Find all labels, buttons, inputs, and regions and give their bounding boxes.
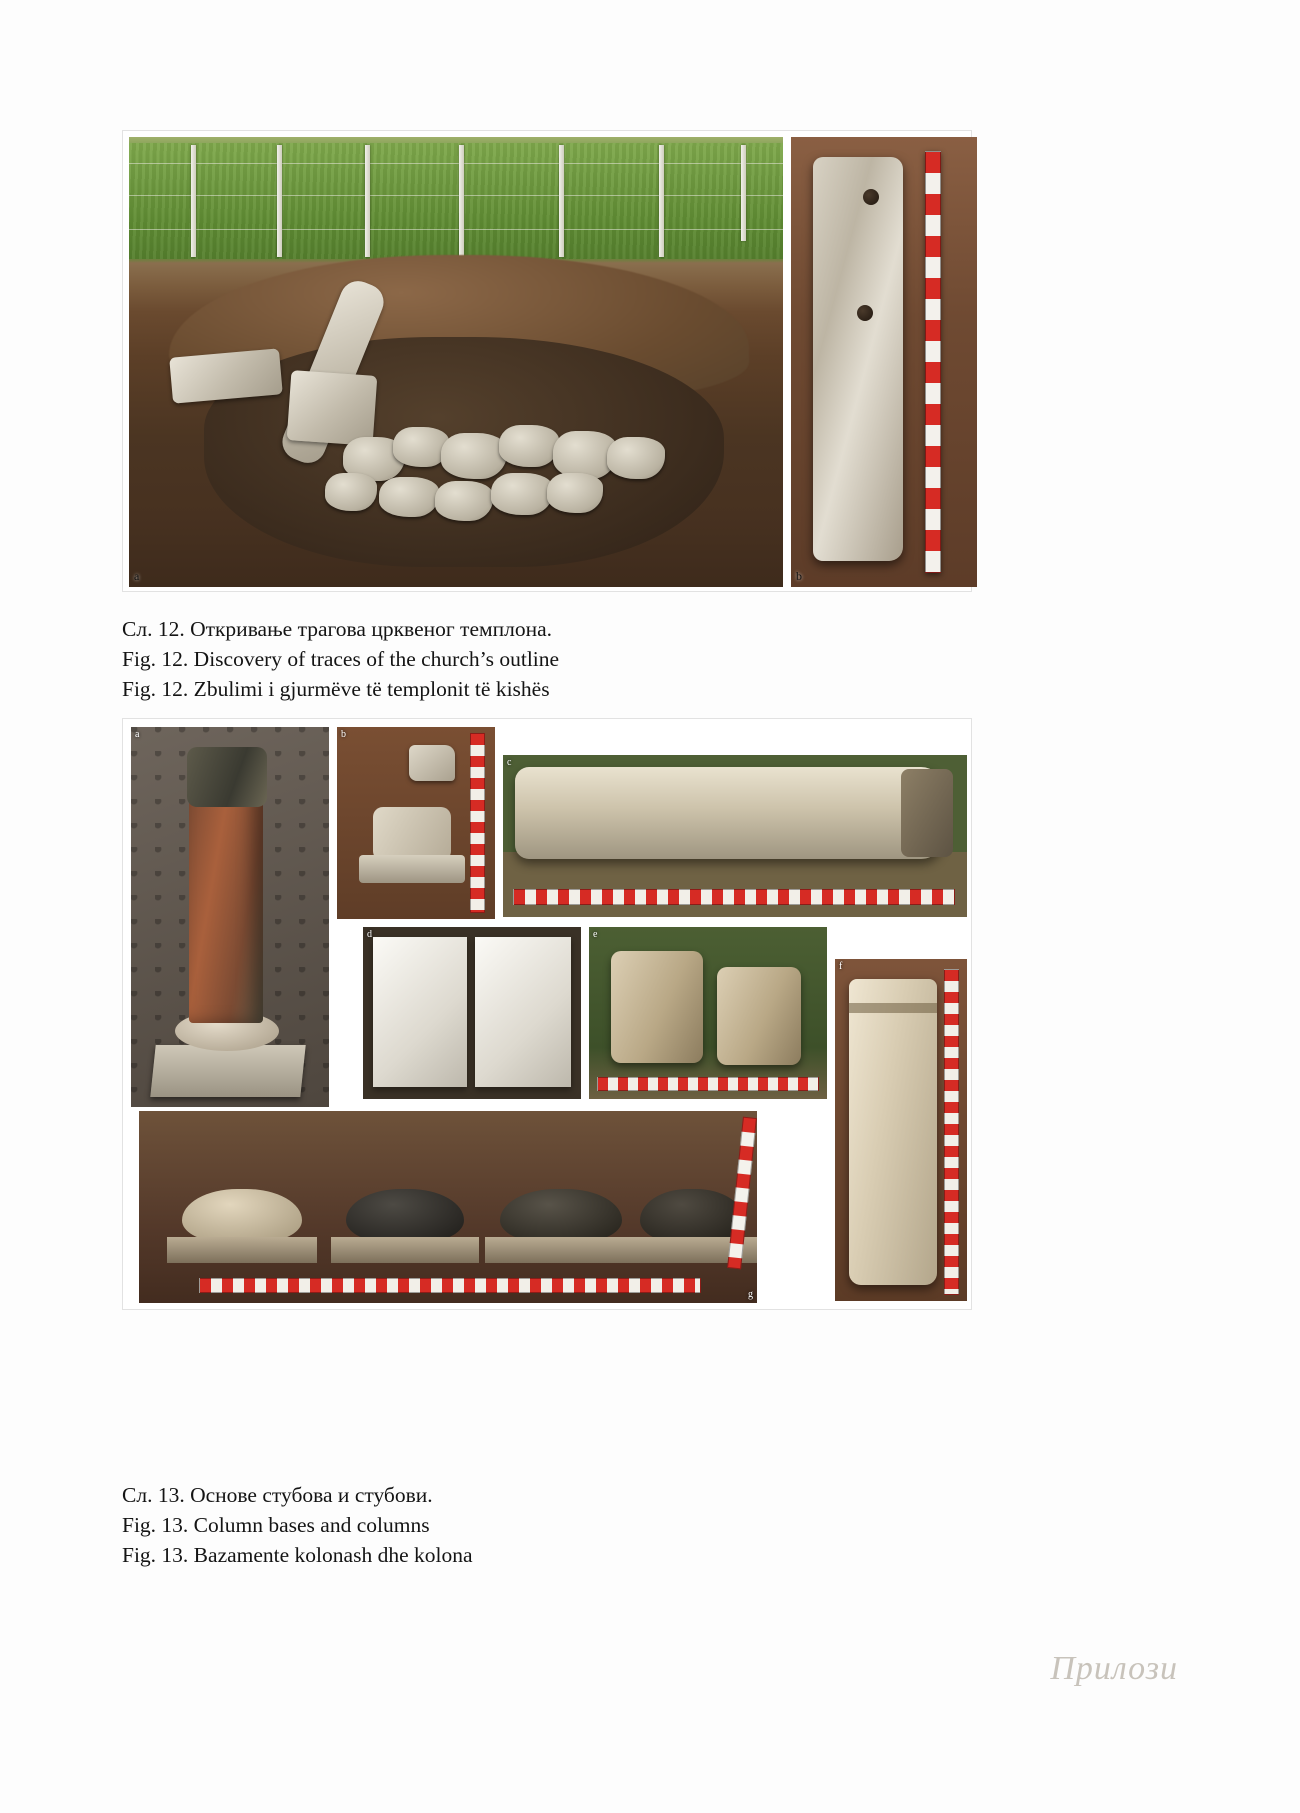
caption-en: Fig. 13. Column bases and columns: [122, 1513, 430, 1537]
measuring-scale-bar: [513, 889, 955, 905]
base-torus: [640, 1189, 744, 1241]
measuring-scale-bar: [925, 151, 941, 573]
rubble-stone: [499, 425, 559, 467]
fence-post: [191, 145, 196, 257]
caption-sr: Сл. 13. Основе стубова и стубови.: [122, 1483, 433, 1507]
caption-sq: Fig. 13. Bazamente kolonash dhe kolona: [122, 1543, 473, 1567]
fence-wire: [129, 229, 783, 230]
measuring-scale-bar: [597, 1077, 819, 1091]
figure-12-caption: [122, 614, 559, 704]
caption-en: Fig. 12. Discovery of traces of the church’s outline: [122, 647, 560, 671]
grass-field: [129, 143, 783, 259]
fence-post: [459, 145, 464, 257]
journal-footer-mark: Прилози: [1050, 1650, 1178, 1687]
rubble-stone: [607, 437, 665, 479]
caption-sq: Fig. 12. Zbulimi i gjurmëve të templonit të kishës: [122, 677, 550, 701]
caption-sr: Сл. 12. Откривање трагова црквеног темплона.: [122, 617, 553, 641]
measuring-scale-bar: [944, 969, 959, 1295]
marble-block: [373, 937, 467, 1087]
panel-label-e: e: [593, 929, 598, 940]
base-plinth: [167, 1237, 317, 1263]
marble-block: [475, 937, 571, 1087]
fence-post: [659, 145, 664, 257]
rubble-stone: [379, 477, 439, 517]
base-plinth: [359, 855, 465, 883]
column-base: [167, 1153, 317, 1263]
column-base: [485, 1147, 637, 1263]
column-on-base-photo: [131, 727, 329, 1107]
column-broken-end: [901, 769, 953, 857]
figure-13: [122, 718, 972, 1310]
fence-wire: [129, 163, 783, 164]
panel-label-a: a: [134, 569, 140, 583]
marble-blocks-photo: [363, 927, 581, 1099]
base-torus: [182, 1189, 302, 1241]
standing-column-photo: [835, 959, 967, 1301]
small-base-and-fragment-photo: [337, 727, 495, 919]
panel-label-a: a: [135, 729, 140, 740]
base-torus: [346, 1189, 464, 1241]
column-drum: [717, 967, 801, 1065]
panel-label-g: g: [748, 1289, 753, 1300]
column-shaft: [189, 783, 263, 1023]
stone-slab: [813, 157, 903, 561]
figure-13-caption: [122, 1480, 473, 1570]
fence-post: [559, 145, 564, 257]
panel-label-d: d: [367, 929, 372, 940]
long-column-shaft-photo: [503, 755, 967, 917]
column-shaft: [515, 767, 943, 859]
panel-label-c: c: [507, 757, 512, 768]
figure-12: [122, 130, 972, 592]
column-shaft: [849, 979, 937, 1285]
measuring-scale-bar: [199, 1278, 701, 1293]
column-joint-band: [849, 1003, 937, 1013]
fence-wire: [129, 195, 783, 196]
slab-hole: [857, 305, 873, 321]
column-drum: [373, 807, 451, 861]
stone-block: [169, 348, 283, 403]
rubble-stone: [435, 481, 493, 521]
rubble-stone: [325, 473, 377, 511]
base-plinth: [150, 1045, 305, 1097]
base-torus: [500, 1189, 622, 1241]
column-drum: [611, 951, 703, 1063]
measuring-scale-bar: [470, 733, 485, 913]
fence-post: [277, 145, 282, 257]
rubble-stone: [547, 473, 603, 513]
stone-fragment: [409, 745, 455, 781]
row-of-column-bases-photo: [139, 1111, 757, 1303]
excavation-trench-photo: [129, 137, 783, 587]
base-plinth: [485, 1237, 637, 1263]
fence-post: [741, 145, 746, 241]
fence-post: [365, 145, 370, 257]
panel-label-b: b: [796, 569, 802, 583]
panel-label-b: b: [341, 729, 346, 740]
stone-slab-with-scale-photo: [791, 137, 977, 587]
column-shaft-top: [187, 747, 267, 807]
stone-block: [287, 370, 378, 446]
panel-label-f: f: [839, 961, 843, 972]
base-plinth: [331, 1237, 479, 1263]
slab-hole: [863, 189, 879, 205]
rubble-stone: [441, 433, 507, 479]
rubble-stone: [491, 473, 553, 515]
two-column-drums-photo: [589, 927, 827, 1099]
column-base: [331, 1151, 479, 1263]
